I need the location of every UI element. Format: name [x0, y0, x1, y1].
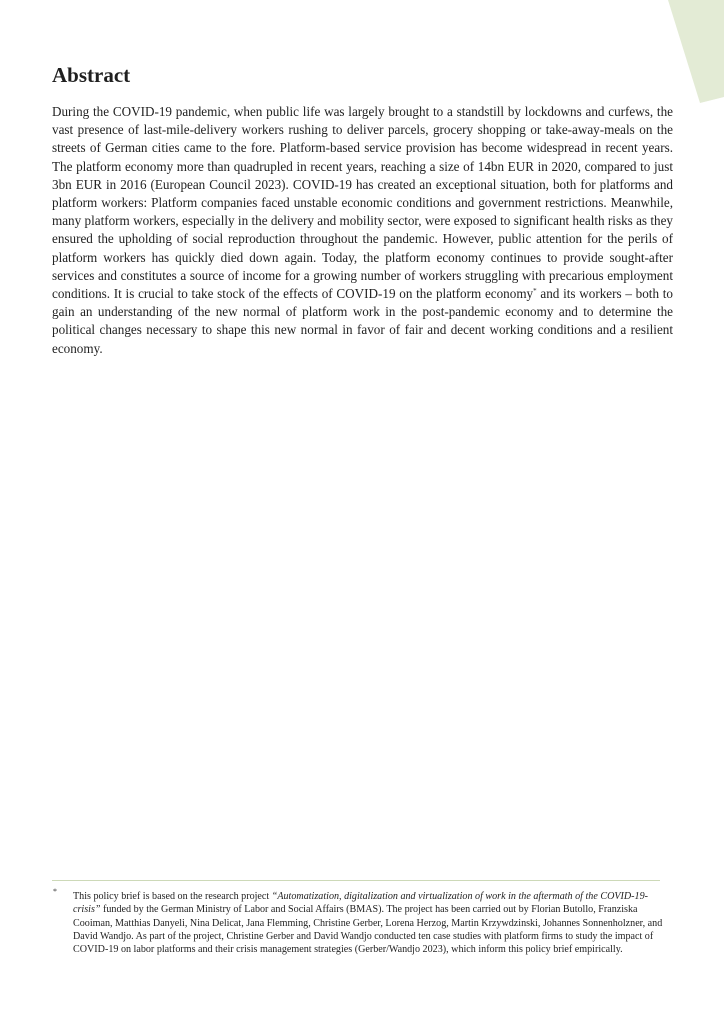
footnote-reference[interactable]: * — [533, 287, 537, 296]
footnote-rest: funded by the German Ministry of Labor and Social Affairs (BMAS). The project has been carried out by Florian Butollo, Franziska Cooiman, Matthias Danyeli, Nina Delicat, Jana Flemming, Christine Gerber, Lorena Herzog, Martin Krzywdzinski, Johannes Sonnenholzner, and David Wandjo. As part of the project, Christine Gerber and David Wandjo conducted ten case studies with platform firms to study the impact of COVID-19 on labor platforms and their crisis management strategies (Gerber/Wandjo 2023), which inform this policy brief empirically. — [73, 904, 663, 956]
footnote-intro: This policy brief is based on the research project — [73, 891, 272, 902]
abstract-heading: Abstract — [52, 63, 131, 87]
abstract-text-part1: During the COVID-19 pandemic, when public life was largely brought to a standstill by lockdowns and curfews, the vast presence of last-mile-delivery workers rushing to deliver parcels, grocery shopping or take-away-meals on the streets of German cities came to the fore. Platform-based service provision has become widespread in recent years. The platform economy more than quadrupled in recent years, reaching a size of 14bn EUR in 2020, compared to just 3bn EUR in 2016 (European Council 2023). COVID-19 has created an exceptional situation, both for platforms and platform workers: Platform companies faced unstable economic conditions and government restrictions. Meanwhile, many platform workers, especially in the delivery and mobility sector, were exposed to significant health risks as they ensured the upholding of social reproduction throughout the pandemic. However, public attention for the perils of platform workers has quickly died down again. Today, the platform economy continues to provide sought-after services and constitutes a source of income for a growing number of workers struggling with precarious employment conditions. It is crucial to take stock of the effects of COVID-19 on the platform economy — [52, 104, 673, 302]
footnote-text — [73, 890, 673, 956]
abstract-body — [52, 103, 673, 358]
footnote-project-title: “Automatization, digitalization and virtualization of work in the aftermath of the COVID-19-crisis” — [73, 891, 649, 916]
footnote-marker: * — [53, 887, 57, 896]
abstract-text-part2: and its workers – both to gain an understanding of the new normal of platform work in the post-pandemic economy and to determine the political changes necessary to shape this new normal in favor of fair and decent working conditions and a resilient economy. — [52, 286, 673, 356]
footnote-divider — [52, 880, 660, 881]
